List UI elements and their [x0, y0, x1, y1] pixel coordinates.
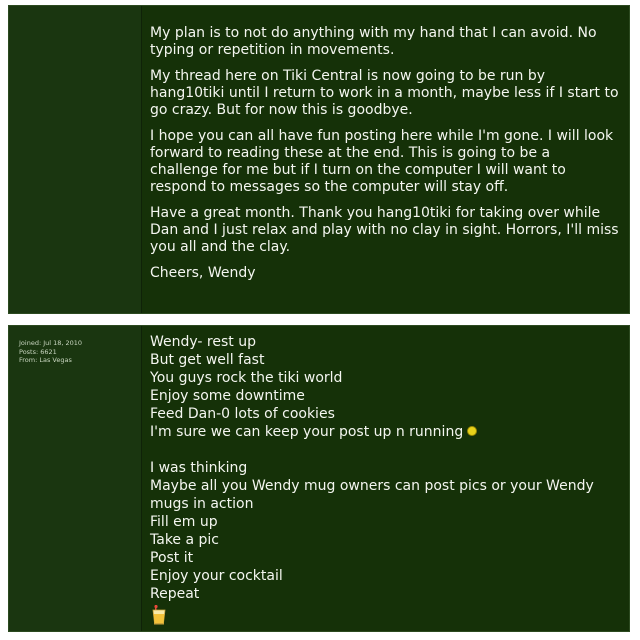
post-author-sidebar: [9, 326, 142, 631]
post-line: Post it: [150, 550, 194, 566]
post-message: [150, 25, 619, 291]
post-line: mugs in action: [150, 496, 254, 512]
post-line: Enjoy some downtime: [150, 388, 305, 404]
post-line-text: I'm sure we can keep your post up n running: [150, 424, 464, 440]
post-message: [150, 333, 619, 603]
post-line: Wendy- rest up: [150, 334, 256, 350]
author-joined-date: Joined: Jul 18, 2010: [19, 339, 83, 347]
post-body: [142, 6, 629, 313]
post-line: Maybe all you Wendy mug owners can post pics or your Wendy: [150, 478, 594, 494]
post-paragraph: Have a great month. Thank you hang10tiki for taking over while Dan and I just relax and play with no clay in sight. Horrors, I'll miss you all and the clay.: [150, 205, 619, 255]
post-line-with-smiley: [150, 423, 619, 441]
blank-line: [150, 441, 619, 459]
forum-post-2: [8, 325, 630, 632]
post-body: [142, 326, 629, 631]
forum-post-1: [8, 5, 630, 314]
author-post-count: Posts: 6621: [19, 347, 57, 356]
author-location: From: Las Vegas: [19, 356, 72, 364]
post-line: Feed Dan-0 lots of cookies: [150, 406, 335, 422]
smiley-icon: [467, 426, 477, 436]
cocktail-icon: [150, 605, 168, 625]
author-meta: [19, 339, 82, 365]
post-line: Enjoy your cocktail: [150, 568, 283, 584]
post-paragraph: I hope you can all have fun posting here while I'm gone. I will look forward to reading these at the end. This is going to be a challenge for me but if I turn on the computer I will want to respond to messages so the computer will stay off.: [150, 128, 614, 195]
post-line: You guys rock the tiki world: [150, 370, 343, 386]
post-paragraph: My plan is to not do anything with my hand that I can avoid. No typing or repetition in movements.: [150, 25, 597, 58]
post-paragraph: My thread here on Tiki Central is now going to be run by hang10tiki until I return to work in a month, maybe less if I start to go crazy. But for now this is goodbye.: [150, 68, 619, 118]
post-signoff: Cheers, Wendy: [150, 265, 256, 281]
post-line: Fill em up: [150, 514, 218, 530]
post-line: Take a pic: [150, 532, 219, 548]
post-author-sidebar: [9, 6, 142, 313]
post-line: Repeat: [150, 586, 200, 602]
post-line: But get well fast: [150, 352, 265, 368]
post-line: I was thinking: [150, 460, 248, 476]
